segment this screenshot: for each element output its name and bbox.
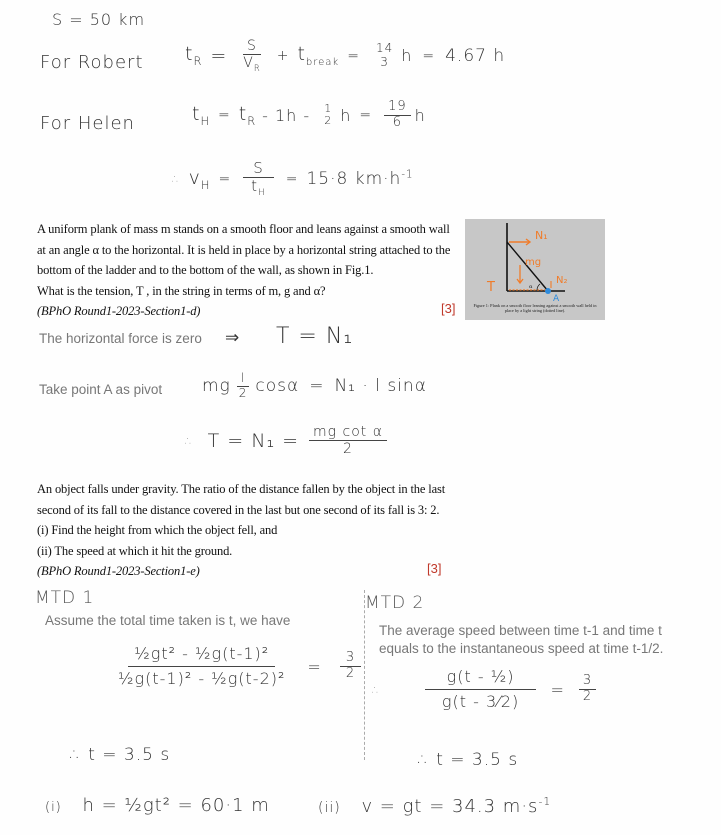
t-h: $t_H$ xyxy=(192,103,211,128)
tension-lhs: T = N₁ = xyxy=(207,429,300,452)
question-line: second of its fall to the distance covered in the last but one second of its fall is 3: 2. xyxy=(37,502,440,517)
step1-equation: T = N₁ xyxy=(276,324,354,349)
equals: = xyxy=(550,680,565,700)
robert-label: For Robert xyxy=(40,52,144,73)
distance-given: S = 50 km xyxy=(52,10,146,29)
method2-title: MTD 2 xyxy=(365,593,425,613)
helen-label: For Helen xyxy=(40,113,135,134)
robert-equation xyxy=(185,38,505,74)
method1-equation xyxy=(110,645,365,689)
equals: = xyxy=(307,657,322,677)
label-a: A xyxy=(553,294,560,303)
method1-note: Assume the total time taken is t, we have xyxy=(45,613,291,628)
method1-result: ∴ t = 3.5 s xyxy=(70,745,171,765)
method1-title: MTD 1 xyxy=(35,588,95,608)
distance-ratio-fraction: $\frac{\text{½gt² - ½g(t-1)²}}{\text{½g(t-1)² - ½g(t-2)²}}$ xyxy=(118,644,286,689)
robert-time-result: 4.67 h xyxy=(445,45,506,66)
tension-result-equation xyxy=(185,424,391,457)
l-over-2: $\frac{l}{2}$ xyxy=(238,371,248,400)
method2-note-line: equals to the instantaneous speed at time t-1/2. xyxy=(379,641,664,656)
three-halves: $\frac{3}{2}$ xyxy=(579,674,596,705)
label-n2: N₂ xyxy=(556,275,568,286)
figure-1 xyxy=(465,219,605,320)
step2-note: Take point A as pivot xyxy=(39,382,163,397)
question-d-text xyxy=(37,219,450,322)
method2-equation xyxy=(372,668,600,712)
marks-d: [3] xyxy=(441,301,456,316)
t-r: $t_R$ xyxy=(238,103,257,128)
unit-h: h xyxy=(340,105,352,125)
t-break: $t_{break}$ xyxy=(297,43,340,69)
implies-arrow: ⇒ xyxy=(225,328,241,348)
question-line: An object falls under gravity. The ratio of the distance fallen by the object in the last xyxy=(37,482,446,496)
helen-speed-equation xyxy=(172,160,413,199)
method2-note-line: The average speed between time t-1 and time t xyxy=(379,623,662,638)
therefore-symbol: ∴ xyxy=(372,682,381,697)
label-t: T xyxy=(487,280,495,295)
minus-terms: - 1h - xyxy=(262,105,311,125)
equals: = xyxy=(422,47,436,64)
v-h: $v_H$ xyxy=(188,166,211,192)
t-r: $t_R$ xyxy=(185,43,203,69)
equals: = xyxy=(285,171,299,188)
one-half: 1 2 xyxy=(324,101,333,128)
answer-i-label: (i) xyxy=(45,800,62,815)
question-line: A uniform plank of mass m stands on a smooth floor and leans against a smooth wall xyxy=(37,222,450,236)
helen-equation xyxy=(192,100,426,131)
cos-term: cosα xyxy=(255,376,300,397)
unit-h: h xyxy=(414,105,426,125)
speed-result: v = gt = 34.3 $m\cdot s^{-1}$ xyxy=(361,795,552,817)
answer-ii-label: (ii) xyxy=(318,800,341,816)
equals: = xyxy=(218,171,232,188)
mg-cot-over-2: $\frac{\text{mg cot α}}{2}$ xyxy=(309,424,387,457)
question-line: What is the tension, T , in the string in terms of m, g and α? xyxy=(37,283,326,298)
method2-result: ∴ t = 3.5 s xyxy=(418,750,519,770)
question-line: bottom of the ladder and to the bottom of the wall, as shown in Fig.1. xyxy=(37,263,374,277)
label-mg: mg xyxy=(525,257,542,268)
nineteen-sixths: $\frac{19}{6}$ xyxy=(384,100,411,131)
step1-note: The horizontal force is zero xyxy=(39,331,202,346)
therefore-symbol: ∴ xyxy=(185,433,194,448)
pivot-point xyxy=(545,288,551,294)
equals: = xyxy=(347,47,360,64)
three-halves: $\frac{3}{2}$ xyxy=(340,651,361,682)
therefore-symbol: ∴ xyxy=(172,172,181,187)
plus: + xyxy=(276,47,290,64)
equals: = xyxy=(359,107,373,124)
s-over-vr: $\frac{S}{V_R}$ xyxy=(243,38,261,73)
label-alpha: α xyxy=(529,284,533,290)
label-n1: N₁ xyxy=(535,229,548,242)
answer-i xyxy=(45,795,270,816)
equals: = xyxy=(309,376,325,397)
question-source: (BPhO Round1-2023-Section1-e) xyxy=(37,564,200,578)
s-over-th: $\frac{S}{t_H}$ xyxy=(243,160,274,199)
plank-diagram xyxy=(465,219,605,303)
height-result: h = ½gt² = 60·1 m xyxy=(82,795,270,816)
speed-ratio-fraction: $\frac{\text{g(t - ½)}}{g(t - 3⁄2)}$ xyxy=(425,668,537,712)
fourteen-thirds: 14 3 xyxy=(375,40,394,69)
marks-e: [3] xyxy=(427,561,442,576)
question-line: at an angle α to the horizontal. It is held in place by a horizontal string attached to the xyxy=(37,242,451,257)
rhs-term: N₁ · l sinα xyxy=(334,376,427,397)
question-line: (i) Find the height from which the object fell, and xyxy=(37,523,278,537)
question-source: (BPhO Round1-2023-Section1-d) xyxy=(37,304,201,318)
unit-h: h xyxy=(401,46,413,66)
method2-note xyxy=(379,622,663,658)
figure-caption: Figure 1: Plank on a smooth floor leaning against a smooth wall held in place by a light string (dotted line). xyxy=(473,303,597,313)
angle-arc xyxy=(537,284,540,290)
moment-equation xyxy=(202,372,427,401)
equals: = xyxy=(218,107,231,124)
mg-term: mg xyxy=(202,376,231,397)
helen-speed-result: 15·8 $km\cdot h^{-1}$ xyxy=(306,169,414,190)
answer-ii xyxy=(318,795,551,817)
question-e-text xyxy=(37,479,445,582)
equals: = xyxy=(210,44,228,67)
question-line: (ii) The speed at which it hit the ground. xyxy=(37,543,233,558)
